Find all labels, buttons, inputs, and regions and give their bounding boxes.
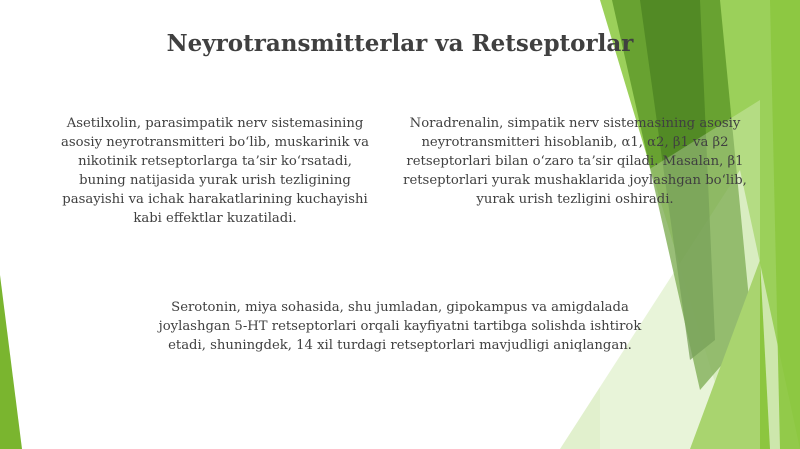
paragraph-serotonin: Serotonin, miya sohasida, shu jumladan, gipokampus va amigdalada joylashgan 5-HT retseptorlari orqali kayfiyatni tartibga solishda ishtirok etadi, shuningdek, 14 xil turdagi retseptorlari mavjudligi aniqlangan. (158, 300, 642, 353)
page-title: Neyrotransmitterlar va Retseptorlar (166, 30, 634, 57)
paragraph-noradrenaline: Noradrenalin, simpatik nerv sistemasining asosiy neyrotransmitteri hisoblanib, α1, α2, β1 va β2 retseptorlari bilan oʻzaro taʼsir qiladi. Masalan, β1 retseptorlari yurak mushaklarida joylashgan boʻlib, yurak urish tezligini oshiradi. (403, 116, 747, 207)
left-green-shape (0, 275, 22, 449)
paragraph-acetylcholine: Asetilxolin, parasimpatik nerv sistemasining asosiy neyrotransmitteri boʻlib, muskarinik va nikotinik retseptorlarga taʼsir koʻrsatadi, buning natijasida yurak urish tezligining pasayishi va ichak harakatlarining kuchayishi kabi effektlar kuzatiladi. (61, 116, 369, 226)
